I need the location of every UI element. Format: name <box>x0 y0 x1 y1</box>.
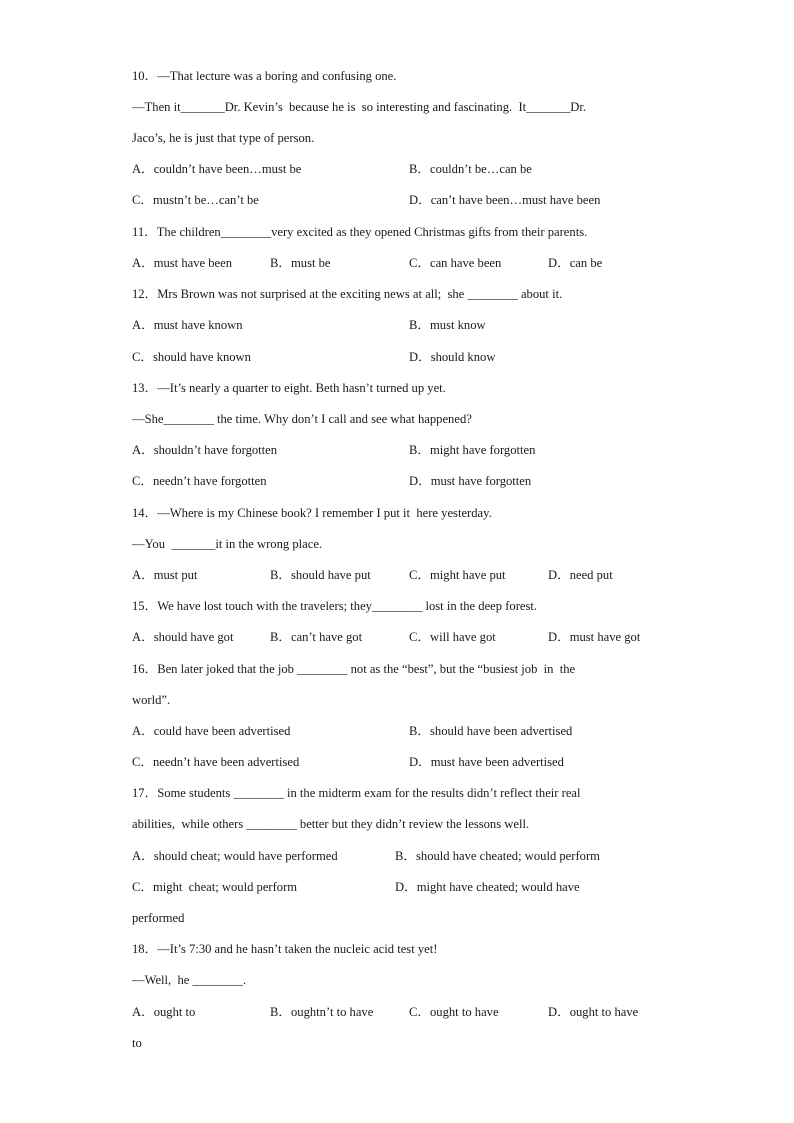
q15-option-a[interactable]: A．should have got <box>132 630 234 644</box>
q18-option-a[interactable]: A．ought to <box>132 1005 196 1019</box>
q16-option-d[interactable]: D．must have been advertised <box>409 755 564 769</box>
q14-stem: 14．—Where is my Chinese book? I remember I put it here yesterday. <box>132 506 492 520</box>
q10-stem-line2: —Then it_______Dr. Kevin’s because he is so interesting and fascinating. It_______Dr. <box>132 100 586 114</box>
q16-option-b[interactable]: B．should have been advertised <box>409 724 573 738</box>
q18-option-d-continued: to <box>132 1036 142 1050</box>
q13-option-a[interactable]: A．shouldn’t have forgotten <box>132 443 278 457</box>
q18-option-b[interactable]: B．oughtn’t to have <box>270 1005 374 1019</box>
q15-option-b[interactable]: B．can’t have got <box>270 630 363 644</box>
q15-option-d[interactable]: D．must have got <box>548 630 641 644</box>
q17-option-a[interactable]: A．should cheat; would have performed <box>132 849 338 863</box>
q13-option-c[interactable]: C．needn’t have forgotten <box>132 474 267 488</box>
q14-option-a[interactable]: A．must put <box>132 568 198 582</box>
q12-option-b[interactable]: B．must know <box>409 318 486 332</box>
q16-stem-line2: world”. <box>132 693 171 707</box>
q17-stem: 17．Some students ________ in the midterm exam for the results didn’t reflect their real <box>132 786 581 800</box>
q15-option-c[interactable]: C．will have got <box>409 630 496 644</box>
q17-option-c[interactable]: C．might cheat; would perform <box>132 880 298 894</box>
q17-option-d[interactable]: D．might have cheated; would have <box>395 880 580 894</box>
q17-option-d-continued: performed <box>132 911 185 925</box>
q10-option-d[interactable]: D．can’t have been…must have been <box>409 193 601 207</box>
q16-option-a[interactable]: A．could have been advertised <box>132 724 291 738</box>
q17-stem-line2: abilities, while others ________ better but they didn’t review the lessons well. <box>132 817 530 831</box>
q12-stem: 12．Mrs Brown was not surprised at the exciting news at all; she ________ about it. <box>132 287 563 301</box>
q18-option-c[interactable]: C．ought to have <box>409 1005 499 1019</box>
q11-option-d[interactable]: D．can be <box>548 256 603 270</box>
q12-option-a[interactable]: A．must have known <box>132 318 243 332</box>
q13-option-b[interactable]: B．might have forgotten <box>409 443 536 457</box>
q13-option-d[interactable]: D．must have forgotten <box>409 474 532 488</box>
q10-stem: 10．—That lecture was a boring and confusing one. <box>132 69 397 83</box>
q18-option-d[interactable]: D．ought to have <box>548 1005 639 1019</box>
q10-stem-line3: Jaco’s, he is just that type of person. <box>132 131 315 145</box>
q14-option-b[interactable]: B．should have put <box>270 568 371 582</box>
q16-stem: 16．Ben later joked that the job ________ not as the “best”, but the “busiest job in the <box>132 662 576 676</box>
q13-stem: 13．—It’s nearly a quarter to eight. Beth hasn’t turned up yet. <box>132 381 446 395</box>
q10-option-a[interactable]: A．couldn’t have been…must be <box>132 162 302 176</box>
q13-stem-line2: —She________ the time. Why don’t I call and see what happened? <box>132 412 472 426</box>
q10-option-b[interactable]: B．couldn’t be…can be <box>409 162 532 176</box>
q12-option-c[interactable]: C．should have known <box>132 350 251 364</box>
q14-option-d[interactable]: D．need put <box>548 568 613 582</box>
q11-option-b[interactable]: B．must be <box>270 256 331 270</box>
q10-option-c[interactable]: C．mustn’t be…can’t be <box>132 193 259 207</box>
q11-option-c[interactable]: C．can have been <box>409 256 502 270</box>
q14-stem-line2: —You _______it in the wrong place. <box>132 537 323 551</box>
q18-stem: 18．—It’s 7:30 and he hasn’t taken the nucleic acid test yet! <box>132 942 438 956</box>
q18-stem-line2: —Well, he ________. <box>132 973 247 987</box>
q16-option-c[interactable]: C．needn’t have been advertised <box>132 755 300 769</box>
q11-stem: 11．The children________very excited as they opened Christmas gifts from their parents. <box>132 225 588 239</box>
q15-stem: 15．We have lost touch with the travelers; they________ lost in the deep forest. <box>132 599 538 613</box>
q11-option-a[interactable]: A．must have been <box>132 256 233 270</box>
q17-option-b[interactable]: B．should have cheated; would perform <box>395 849 600 863</box>
q14-option-c[interactable]: C．might have put <box>409 568 506 582</box>
q12-option-d[interactable]: D．should know <box>409 350 496 364</box>
